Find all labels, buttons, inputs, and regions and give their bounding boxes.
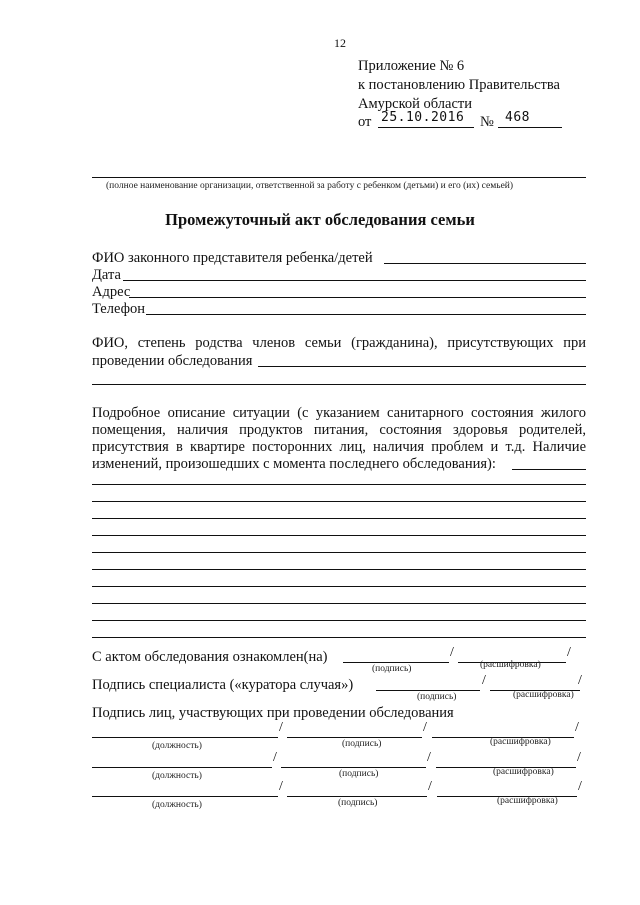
participant-2-position-caption: (должность) — [152, 771, 202, 781]
members-text-line2: проведении обследования — [92, 353, 253, 369]
participant-2-slash-3: / — [577, 750, 581, 765]
participant-2-signature-line — [281, 767, 426, 768]
acknowledge-slash-2: / — [567, 645, 571, 660]
participant-3-signature-line — [287, 796, 427, 797]
phone-label: Телефон — [92, 301, 145, 317]
members-line-2 — [92, 384, 586, 385]
participant-3-slash-1: / — [279, 779, 283, 794]
participant-3-slash-3: / — [578, 779, 582, 794]
description-line-8 — [92, 603, 586, 604]
participants-label: Подпись лиц, участвующих при проведении обследования — [92, 705, 454, 721]
participant-2-position-line — [92, 767, 272, 768]
members-text-line1: ФИО, степень родства членов семьи (гражданина), присутствующих при — [92, 335, 586, 351]
decree-date-line — [378, 127, 474, 128]
participant-3-position-line — [92, 796, 278, 797]
specialist-label: Подпись специалиста («куратора случая») — [92, 677, 354, 693]
participant-2-slash-2: / — [427, 750, 431, 765]
decree-date: 25.10.2016 — [381, 110, 465, 125]
participant-2-decoding-caption: (расшифровка) — [493, 767, 554, 777]
page-number: 12 — [334, 36, 346, 50]
date-line — [123, 280, 586, 281]
phone-line — [146, 314, 586, 315]
participant-1-position-caption: (должность) — [152, 741, 202, 751]
page-title: Промежуточный акт обследования семьи — [165, 210, 475, 229]
address-line — [129, 297, 586, 298]
number-prefix: № — [480, 114, 494, 130]
description-line-9 — [92, 620, 586, 621]
acknowledge-label: С актом обследования ознакомлен(на) — [92, 649, 328, 665]
specialist-slash-2: / — [578, 673, 582, 688]
participant-1-signature-line — [287, 737, 422, 738]
region-label: Амурской области — [358, 96, 472, 112]
acknowledge-signature-line — [343, 662, 449, 663]
appendix-label: Приложение № 6 — [358, 58, 465, 74]
description-line2: помещения, наличия продуктов питания, состояния здоровья родителей, — [92, 422, 586, 438]
description-line-3 — [92, 518, 586, 519]
participant-3-signature-caption: (подпись) — [338, 798, 378, 808]
org-name-line — [92, 177, 586, 178]
decree-label: к постановлению Правительства — [358, 77, 560, 93]
description-line3: присутствия в квартире посторонних лиц, наличия проблем и т.д. Наличие — [92, 439, 586, 455]
specialist-signature-caption: (подпись) — [417, 692, 457, 702]
participant-3-slash-2: / — [428, 779, 432, 794]
participant-1-position-line — [92, 737, 278, 738]
specialist-slash-1: / — [482, 673, 486, 688]
description-line-1 — [92, 484, 586, 485]
description-line-2 — [92, 501, 586, 502]
participant-1-slash-2: / — [423, 720, 427, 735]
description-line4: изменений, произошедших с момента последнего обследования): — [92, 456, 496, 472]
description-line-4 — [92, 535, 586, 536]
decree-number: 468 — [505, 110, 530, 125]
representative-line — [384, 263, 586, 264]
description-line1: Подробное описание ситуации (с указанием санитарного состояния жилого — [92, 405, 586, 421]
acknowledge-slash-1: / — [450, 645, 454, 660]
date-label: Дата — [92, 267, 121, 283]
description-line-10 — [92, 637, 586, 638]
description-line-0 — [512, 469, 586, 470]
description-line-6 — [92, 569, 586, 570]
participant-2-signature-caption: (подпись) — [339, 769, 379, 779]
address-label: Адрес — [92, 284, 131, 300]
members-line-1 — [258, 366, 586, 367]
description-line-7 — [92, 586, 586, 587]
decree-number-line — [498, 127, 562, 128]
acknowledge-decoding-caption: (расшифровка) — [480, 660, 541, 670]
acknowledge-signature-caption: (подпись) — [372, 664, 412, 674]
org-caption: (полное наименование организации, ответственной за работу с ребенком (детьми) и его (их) семьей) — [106, 181, 514, 191]
date-prefix: от — [358, 114, 372, 130]
specialist-decoding-caption: (расшифровка) — [513, 690, 574, 700]
representative-label: ФИО законного представителя ребенка/детей — [92, 250, 373, 266]
description-line-5 — [92, 552, 586, 553]
specialist-signature-line — [376, 690, 480, 691]
participant-1-slash-1: / — [279, 720, 283, 735]
participant-3-position-caption: (должность) — [152, 800, 202, 810]
participant-3-decoding-caption: (расшифровка) — [497, 796, 558, 806]
participant-2-slash-1: / — [273, 750, 277, 765]
participant-1-decoding-caption: (расшифровка) — [490, 737, 551, 747]
participant-1-slash-3: / — [575, 720, 579, 735]
participant-1-signature-caption: (подпись) — [342, 739, 382, 749]
